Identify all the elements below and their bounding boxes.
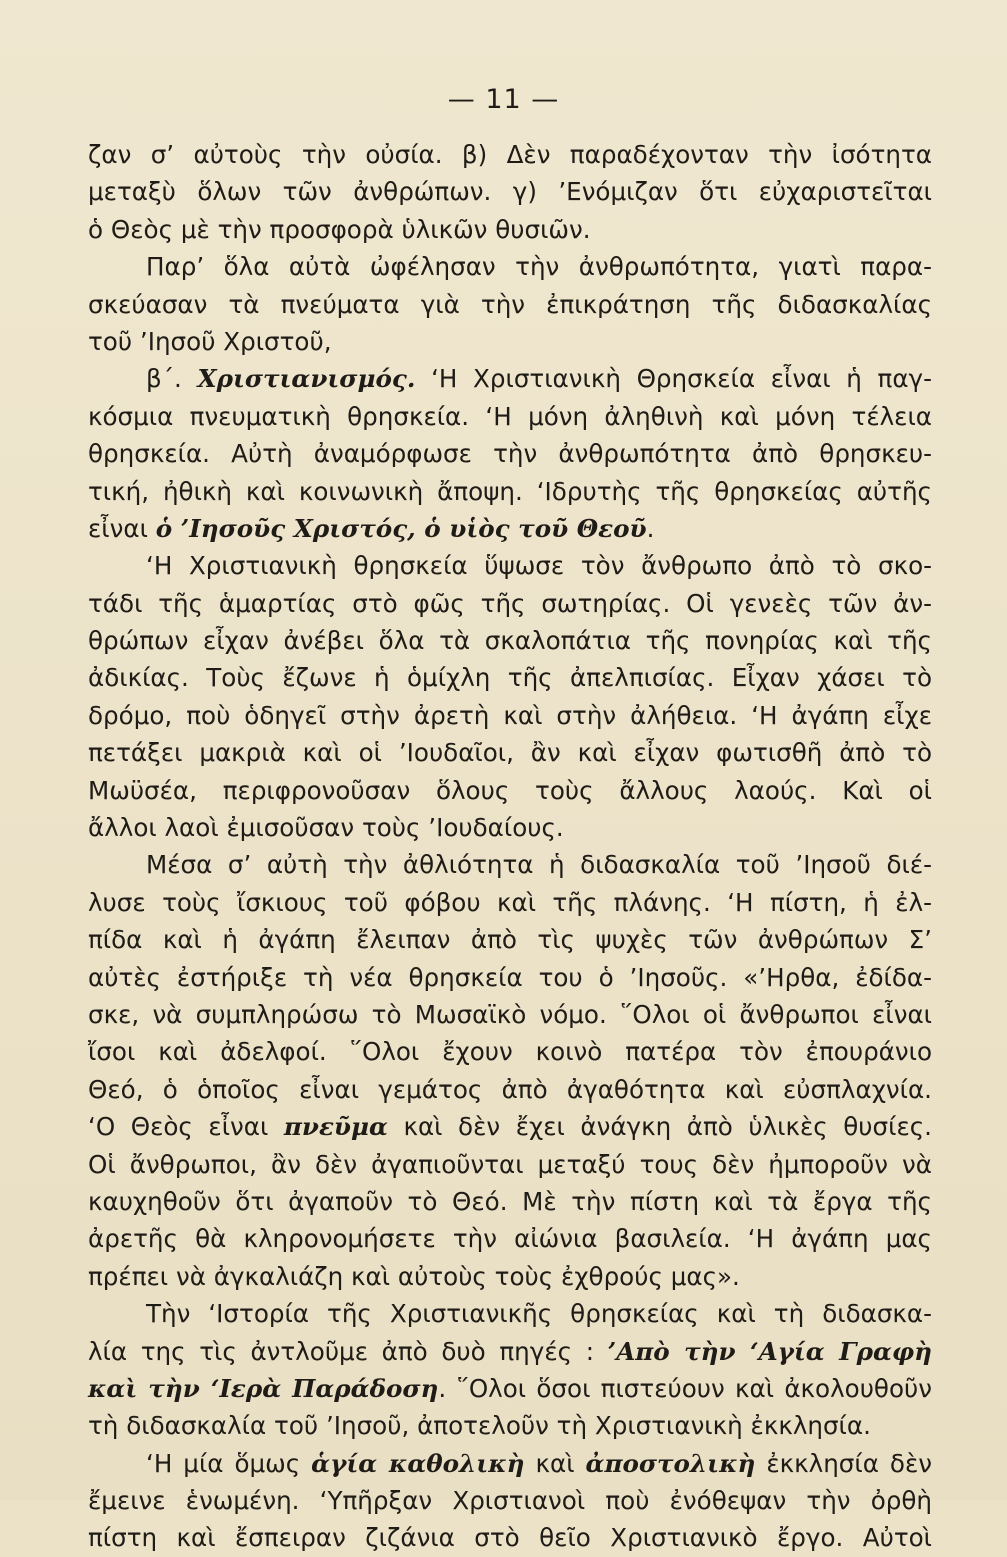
text-line xyxy=(88,435,932,472)
text-line xyxy=(88,398,932,435)
text-line xyxy=(88,884,932,921)
text-span: Τὴν ‘Ιστορία τῆς Χριστιανικῆς θρησκείας καὶ τὴ διδασκα- xyxy=(146,1299,932,1329)
text-span: καὶ xyxy=(524,1448,586,1478)
text-span: ἀρετῆς θὰ κληρονομήσετε τὴν αἰώνια βασιλεία. ‘Η ἀγάπη μας xyxy=(88,1224,932,1254)
text-span: σκε, νὰ συμπληρώσω τὸ Μωσαϊκὸ νόμο. ῞Ολοι οἱ ἄνθρωποι εἶναι xyxy=(88,999,932,1029)
text-line xyxy=(88,1183,932,1220)
text-line xyxy=(88,846,932,883)
text-line xyxy=(88,547,932,584)
emphasized-text: ὁ ’Ιησοῦς Χριστός, ὁ υἱὸς τοῦ Θεοῦ xyxy=(155,513,647,543)
text-span: θρησκεία. Αὐτὴ ἀναμόρφωσε τὴν ἀνθρωπότητα ἀπὸ θρησκευ- xyxy=(88,439,932,469)
emphasized-text: καὶ τὴν ‘Ιερὰ Παράδοση xyxy=(88,1373,439,1403)
text-span: Παρ’ ὅλα αὐτὰ ὠφέλησαν τὴν ἀνθρωπότητα, γιατὶ παρα- xyxy=(146,252,932,282)
text-span: λία της τὶς ἀντλοῦμε ἀπὸ δυὸ πηγές : xyxy=(88,1336,608,1366)
text-line xyxy=(88,1407,932,1444)
text-line xyxy=(88,1519,932,1556)
text-span: καυχηθοῦν ὅτι ἀγαποῦν τὸ Θεό. Μὲ τὴν πίστη καὶ τὰ ἔργα τῆς xyxy=(88,1186,932,1216)
emphasized-text: ἀποστολικὴ xyxy=(585,1448,756,1478)
text-line xyxy=(88,659,932,696)
text-line xyxy=(88,1370,932,1407)
text-line xyxy=(88,1482,932,1519)
text-span: . ῞Ολοι ὅσοι πιστεύουν καὶ ἀκολουθοῦν xyxy=(438,1373,932,1403)
text-span: πίστη καὶ ἔσπειραν ζιζάνια στὸ θεῖο Χριστιανικὸ ἔργο. Αὐτοὶ xyxy=(88,1523,932,1553)
text-span: δρόμο, ποὺ ὁδηγεῖ στὴν ἀρετὴ καὶ στὴν ἀλήθεια. ‘Η ἀγάπη εἶχε xyxy=(88,700,932,730)
text-line xyxy=(88,921,932,958)
text-span: ἀδικίας. Τοὺς ἔζωνε ἡ ὁμίχλη τῆς ἀπελπισίας. Εἶχαν χάσει τὸ xyxy=(88,663,932,693)
text-line xyxy=(88,959,932,996)
text-line xyxy=(88,323,932,360)
text-span: ἴσοι καὶ ἀδελφοί. ῞Ολοι ἔχουν κοινὸ πατέρα τὸν ἐπουράνιο xyxy=(88,1037,932,1067)
text-span: λυσε τοὺς ἴσκιους τοῦ φόβου καὶ τῆς πλάνης. ‘Η πίστη, ἡ ἐλ- xyxy=(88,887,932,917)
text-line xyxy=(88,1295,932,1332)
text-span: Μωϋσέα, περιφρονοῦσαν ὅλους τοὺς ἄλλους λαούς. Καὶ οἱ xyxy=(88,775,932,805)
text-line xyxy=(88,809,932,846)
text-span: κόσμια πνευματικὴ θρησκεία. ‘Η μόνη ἀληθινὴ καὶ μόνη τέλεια xyxy=(88,401,932,431)
emphasized-text: ’Απὸ τὴν ‘Αγία Γραφὴ xyxy=(607,1336,932,1366)
text-span: εἶναι xyxy=(88,513,156,543)
text-span: ‘Η Χριστιανικὴ Θρησκεία εἶναι ἡ παγ- xyxy=(415,364,932,394)
emphasized-text: ἁγία καθολικὴ xyxy=(311,1448,525,1478)
text-span: Οἱ ἄνθρωποι, ἂν δὲν ἀγαπιοῦνται μεταξύ τους δὲν ἠμποροῦν νὰ xyxy=(88,1149,932,1179)
emphasized-text: Χριστιανισμός. xyxy=(197,364,416,394)
text-span: πίδα καὶ ἡ ἀγάπη ἔλειπαν ἀπὸ τὶς ψυχὲς τῶν ἀνθρώπων Σ’ xyxy=(88,925,932,955)
text-line xyxy=(88,772,932,809)
text-span: Μέσα σ’ αὐτὴ τὴν ἀθλιότητα ἡ διδασκαλία τοῦ ’Ιησοῦ διέ- xyxy=(146,850,932,880)
text-span: Θεό, ὁ ὁποῖος εἶναι γεμάτος ἀπὸ ἀγαθότητα καὶ εὐσπλαχνία. xyxy=(88,1074,932,1104)
text-line xyxy=(88,173,932,210)
text-line xyxy=(88,1258,932,1295)
text-span: ‘Ο Θεὸς εἶναι xyxy=(88,1112,284,1142)
text-span: τική, ἠθικὴ καὶ κοινωνικὴ ἄποψη. ‘Ιδρυτὴς τῆς θρησκείας αὐτῆς xyxy=(88,476,932,506)
text-span: πετάξει μακριὰ καὶ οἱ ’Ιουδαῖοι, ἂν καὶ εἶχαν φωτισθῆ ἀπὸ τὸ xyxy=(88,738,932,768)
text-span: ἐκκλησία δὲν xyxy=(755,1448,932,1478)
body-text xyxy=(88,136,932,1557)
text-span: πρέπει νὰ ἀγκαλιάζη καὶ αὐτοὺς τοὺς ἐχθρούς μας». xyxy=(88,1261,740,1291)
text-span: β΄. xyxy=(146,364,198,394)
text-span: σκεύασαν τὰ πνεύματα γιὰ τὴν ἐπικράτηση τῆς διδασκαλίας xyxy=(88,289,932,319)
text-line xyxy=(88,136,932,173)
text-line xyxy=(88,248,932,285)
text-line xyxy=(88,1108,932,1145)
text-line xyxy=(88,473,932,510)
text-span: αὐτὲς ἐστήριξε τὴ νέα θρησκεία του ὁ ’Ιησοῦς. «’Ηρθα, ἐδίδα- xyxy=(88,962,932,992)
text-line xyxy=(88,1220,932,1257)
text-span: ἄλλοι λαοὶ ἐμισοῦσαν τοὺς ’Ιουδαίους. xyxy=(88,813,564,843)
text-span: ‘Η Χριστιανικὴ θρησκεία ὕψωσε τὸν ἄνθρωπο ἀπὸ τὸ σκο- xyxy=(146,551,932,581)
text-line xyxy=(88,360,932,397)
text-line xyxy=(88,286,932,323)
text-line xyxy=(88,1071,932,1108)
text-line xyxy=(88,622,932,659)
text-line xyxy=(88,510,932,547)
text-span: ‘Η μία ὅμως xyxy=(146,1448,312,1478)
text-line xyxy=(88,697,932,734)
text-line xyxy=(88,1033,932,1070)
text-span: ἔμεινε ἑνωμένη. ‘Υπῆρξαν Χριστιανοὶ ποὺ ἐνόθεψαν τὴν ὀρθὴ xyxy=(88,1486,932,1516)
text-span: . xyxy=(646,513,655,543)
text-line xyxy=(88,1333,932,1370)
emphasized-text: πνεῦμα xyxy=(283,1112,388,1142)
text-line xyxy=(88,1445,932,1482)
text-span: τὴ διδασκαλία τοῦ ’Ιησοῦ, ἀποτελοῦν τὴ Χριστιανικὴ ἐκκλησία. xyxy=(88,1411,871,1441)
text-span: ζαν σ’ αὐτοὺς τὴν οὐσία. β) Δὲν παραδέχονταν τὴν ἰσότητα xyxy=(88,140,932,169)
text-span: τάδι τῆς ἁμαρτίας στὸ φῶς τῆς σωτηρίας. Οἱ γενεὲς τῶν ἀν- xyxy=(88,588,932,618)
text-line xyxy=(88,585,932,622)
text-line xyxy=(88,734,932,771)
text-line xyxy=(88,211,932,248)
text-span: καὶ δὲν ἔχει ἀνάγκη ἀπὸ ὑλικὲς θυσίες. xyxy=(387,1112,932,1142)
text-span: μεταξὺ ὅλων τῶν ἀνθρώπων. γ) ’Ενόμιζαν ὅτι εὐχαριστεῖται xyxy=(88,177,932,207)
page-number: — 11 — xyxy=(447,84,560,115)
text-line xyxy=(88,1146,932,1183)
text-line xyxy=(88,996,932,1033)
text-span: ὁ Θεὸς μὲ τὴν προσφορὰ ὑλικῶν θυσιῶν. xyxy=(88,214,591,244)
text-span: θρώπων εἶχαν ἀνέβει ὅλα τὰ σκαλοπάτια τῆς πονηρίας καὶ τῆς xyxy=(88,626,932,656)
text-span: τοῦ ’Ιησοῦ Χριστοῦ, xyxy=(88,326,332,356)
